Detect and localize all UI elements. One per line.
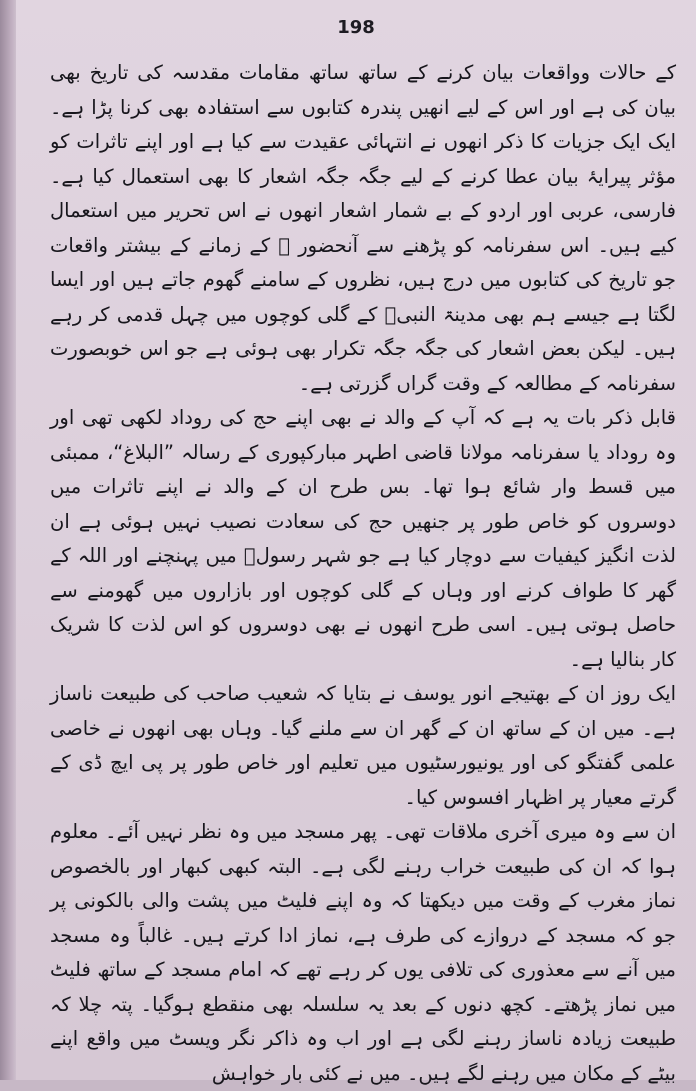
paragraph-illness-visit: ایک روز ان کے بھتیجے انور یوسف نے بتایا کہ شعیب صاحب کی طبیعت ناساز ہے۔ میں ان کے ساتھ ان کے گھر ان سے ملنے گیا۔ وہاں بھی انھوں نے خاصی علمی گفتگو کی اور یونیورسٹیوں میں تعلیم اور خاص طور پر پی ایچ ڈی کے گرتے معیار پر اظہار افسوس کیا۔ [50, 682, 676, 809]
paragraph-travelogue-review: کے حالات وواقعات بیان کرنے کے ساتھ ساتھ مقامات مقدسہ کی تاریخ بھی بیان کی ہے اور اس کے لیے انھیں پندرہ کتابوں سے استفادہ بھی کرنا پڑا ہے۔ ایک ایک جزیات کا ذکر انھوں نے انتہائی عقیدت سے کیا ہے اور اپنے تاثرات کو مؤثر پیرایۂ بیان عطا کرنے کے لیے جگہ جگہ اشعار کا بھی استعمال کیا ہے۔ فارسی، عربی اور اردو کے بے شمار اشعار انھوں نے اس تحریر میں استعمال کیے ہیں۔ اس سفرنامہ کو پڑھنے سے آنحضور ﷺ کے زمانے کے بیشتر واقعات جو تاریخ کی کتابوں میں درج ہیں، نظروں کے سامنے گھوم جاتے ہیں اور ایسا لگتا ہے جیسے ہم بھی مدینۃ النبیؐ کے گلی کوچوں میں چہل قدمی کر رہے ہیں۔ لیکن بعض اشعار کی جگہ جگہ تکرار بھی ہوئی ہے جو اس خوبصورت سفرنامہ کے مطالعہ کے وقت گراں گزرتی ہے۔ [50, 61, 676, 395]
book-page [16, 0, 696, 1085]
page-number: 198 [337, 17, 375, 38]
page-body-text [50, 56, 676, 1091]
paragraph-father-hajj-account: قابل ذکر بات یہ ہے کہ آپ کے والد نے بھی اپنے حج کی روداد لکھی تھی اور وہ روداد یا سفرنامہ مولانا قاضی اطہر مبارکپوری کے رسالہ ”البلاغ“، ممبئی میں قسط وار شائع ہوا تھا۔ بس طرح ان کے والد نے اپنے تاثرات میں دوسروں کو خاص طور پر جنھیں حج کی سعادت نصیب نہیں ہوئی ہے ان لذت انگیز کیفیات سے دوچار کیا ہے جو شہر رسولؐ میں پہنچنے اور اللہ کے گھر کا طواف کرنے اور وہاں کے گلی کوچوں اور بازاروں میں گھومنے سے حاصل ہوتی ہیں۔ اسی طرح انھوں نے بھی دوسروں کو اس لذت کا شریک کار بنالیا ہے۔ [50, 406, 676, 671]
book-binding-shadow [0, 0, 16, 1080]
paragraph-last-meeting: ان سے وہ میری آخری ملاقات تھی۔ پھر مسجد میں وہ نظر نہیں آئے۔ معلوم ہوا کہ ان کی طبیعت خراب رہنے لگی ہے۔ البتہ کبھی کبھار اور بالخصوص نماز مغرب کے وقت میں دیکھتا کہ وہ اپنے فلیٹ میں پشت والی بالکونی پر جو کہ مسجد کے دروازے کی طرف ہے، نماز ادا کرتے ہیں۔ غالباً وہ مسجد میں آنے سے معذوری کی تلافی یوں کر رہے تھے کہ امام مسجد کے ساتھ فلیٹ میں نماز پڑھتے۔ کچھ دنوں کے بعد یہ سلسلہ بھی منقطع ہوگیا۔ پتہ چلا کہ طبیعت زیادہ ناساز رہنے لگی ہے اور اب وہ ذاکر نگر ویسٹ میں واقع اپنے بیٹے کے مکان میں رہنے لگے ہیں۔ میں نے کئی بار خواہش [50, 820, 676, 1085]
